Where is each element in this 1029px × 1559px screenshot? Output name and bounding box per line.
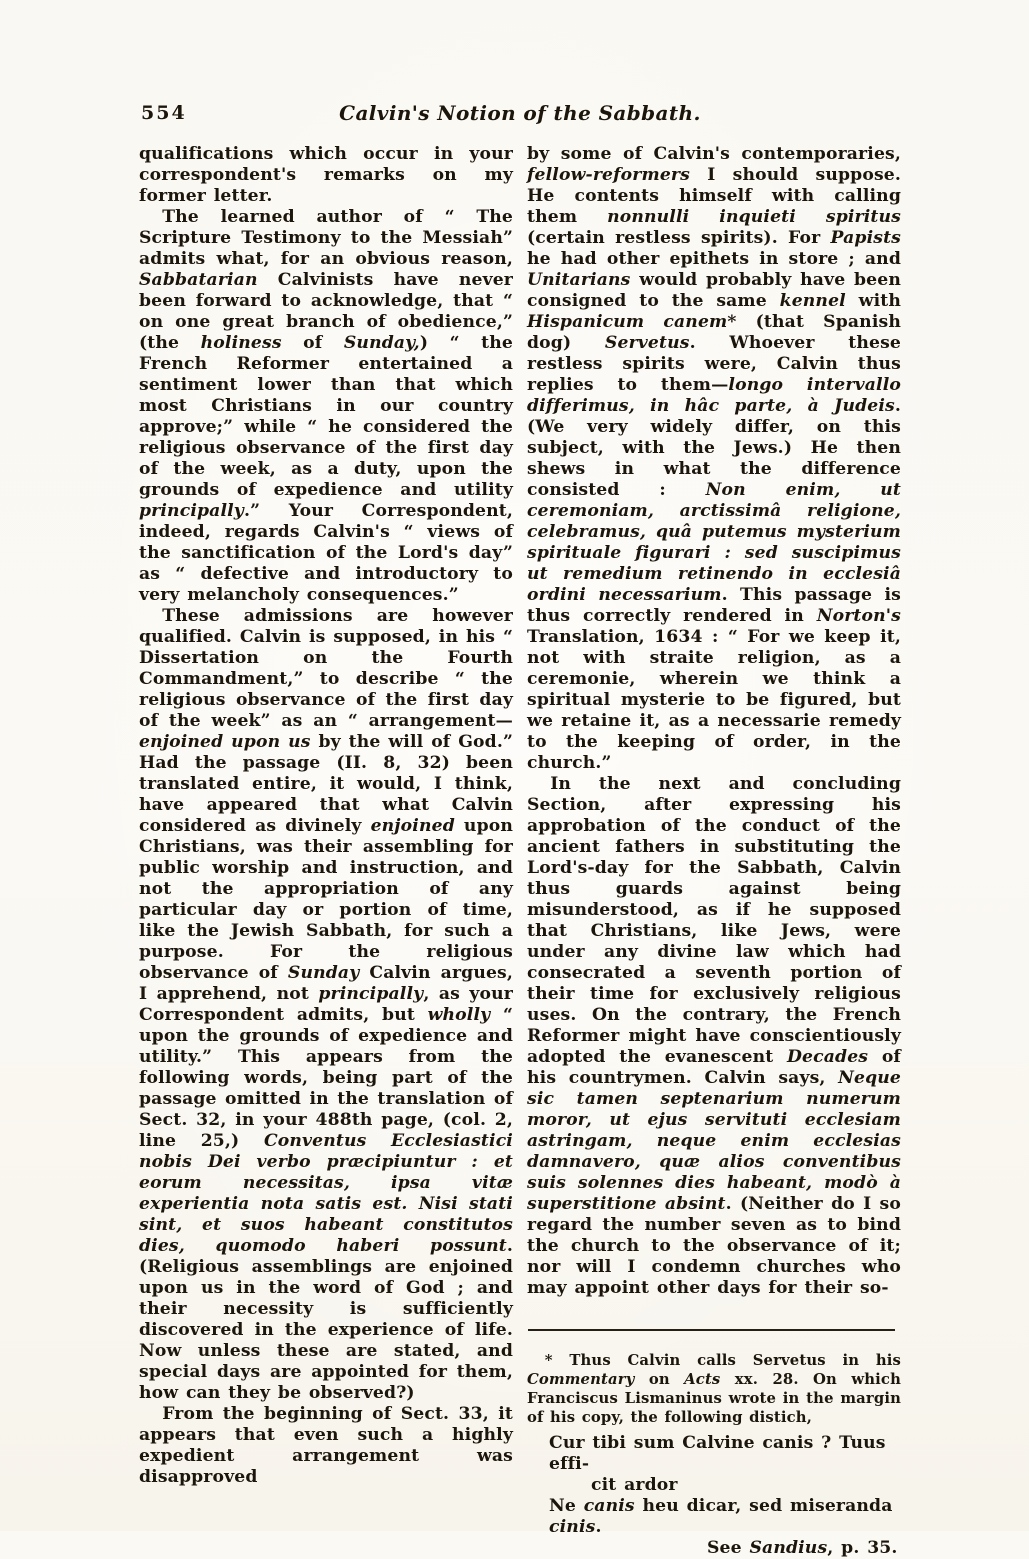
footnote-text [527,1351,901,1427]
right-paragraphs [527,144,901,1299]
paragraph: In the next and concluding Section, after expressing his approbation of the conduct of the ancient fathers in substituting the Lord's-day for the Sabbath, Calvin thus guards against being misunderstood, as if he supposed that Christians, like Jews, were under any divine law which had consecrated a seventh portion of their time for exclusively religious uses. On the contrary, the French Reformer might have conscientiously adopted the evanescent Decades of his countrymen. Calvin says, Neque sic tamen septenarium numerum moror, ut ejus servituti ecclesiam astringam, neque enim ecclesias damnavero, quæ alios conventibus suis solennes dies habeant, modò à superstitione absint. (Neither do I so regard the number seven as to bind the church to the observance of it; nor will I condemn churches who may appoint other days for their so- [527,774,901,1298]
footnote-verse-line: Cur tibi sum Calvine canis ? Tuus effi- [549,1433,886,1474]
page-number: 554 [141,102,187,124]
paragraph: From the beginning of Sect. 33, it appears that even such a highly expedient arrangement was disapproved [139,1404,513,1487]
footnote-verse-line: cit ardor [591,1475,678,1495]
footnote-divider [528,1329,895,1331]
footnote-verse-line: Ne canis heu dicar, sed miseranda cinis. [549,1496,893,1537]
right-column [527,144,901,1559]
paragraph: The learned author of “ The Scripture Testimony to the Messiah” admits what, for an obvious reason, Sabbatarian Calvinists have never been forward to acknowledge, that “ on one great branch of obedience,” (the holiness of Sunday,) “ the French Reformer entertained a sentiment lower than that which most Christians in our country approve;” while “ he considered the religious observance of the first day of the week, as a duty, upon the grounds of expedience and utility principally.” Your Correspondent, indeed, regards Calvin's “ views of the sanctification of the Lord's day” as “ defective and introductory to very melancholy consequences.” [139,207,514,605]
running-title: Calvin's Notion of the Sabbath. [339,101,701,125]
text-columns [139,144,901,1559]
page-header [139,101,901,127]
paragraph: These admissions are however qualified. Calvin is supposed, in his “ Dissertation on the Fourth Commandment,” to describe “ the religious observance of the first day of the week” as an “ arrangement—enjoined upon us by the will of God.” Had the passage (II. 8, 32) been translated entire, it would, I think, have appeared that what Calvin considered as divinely enjoined upon Christians, was their assembling for public worship and instruction, and not the appropriation of any particular day or portion of time, like the Jewish Sabbath, for such a purpose. For the religious observance of Sunday Calvin argues, I apprehend, not principally, as your Correspondent admits, but wholly “ upon the grounds of expedience and utility.” This appears from the following words, being part of the passage omitted in the translation of Sect. 32, in your 488th page, (col. 2, line 25,) Conventus Ecclesiastici nobis Dei verbo præcipiuntur : et eorum necessitas, ipsa vitæ experientia nota satis est. Nisi stati sint, et suos habeant constitutos dies, quomodo haberi possunt. (Religious assemblings are enjoined upon us in the word of God ; and their necessity is sufficiently discovered in the experience of life. Now unless these are stated, and special days are appointed for them, how can they be observed?) [139,606,514,1403]
footnote [527,1329,901,1559]
footnote-paragraph: * Thus Calvin calls Servetus in his Commentary on Acts xx. 28. On which Franciscus Lismaninus wrote in the margin of his copy, the following distich, [527,1352,901,1426]
left-column [139,144,513,1559]
footnote-verse [527,1433,901,1559]
paragraph: qualifications which occur in your correspondent's remarks on my former letter. [139,144,513,206]
paragraph: by some of Calvin's contemporaries, fellow-reformers I should suppose. He contents himself with calling them nonnulli inquieti spiritus (certain restless spirits). For Papists he had other epithets in store ; and Unitarians would probably have been consigned to the same kennel with Hispanicum canem* (that Spanish dog) Servetus. Whoever these restless spirits were, Calvin thus replies to them—longo intervallo differimus, in hâc parte, à Judeis. (We very widely differ, on this subject, with the Jews.) He then shews in what the difference consisted : Non enim, ut ceremoniam, arctissimâ religione, celebramus, quâ putemus mysterium spirituale figurari : sed suscipimus ut remedium retinendo in ecclesiâ ordini necessarium. This passage is thus correctly rendered in Norton's Translation, 1634 : “ For we keep it, not with straite religion, as a ceremonie, wherein we think a spiritual mysterie to be figured, but we retaine it, as a necessarie remedy to the keeping of order, in the church.” [527,144,902,773]
footnote-verse-line: See Sandius, p. 35. [707,1538,898,1558]
